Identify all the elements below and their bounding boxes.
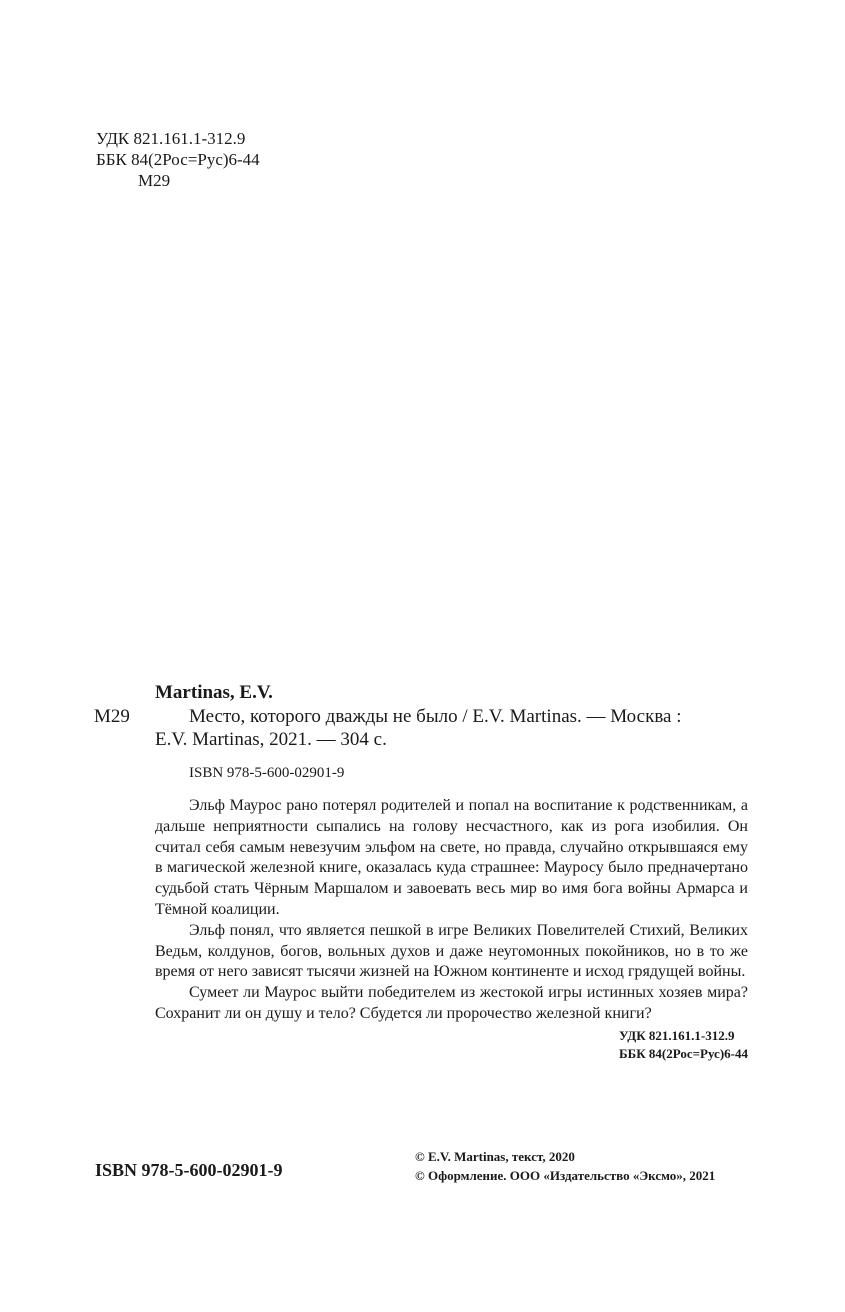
bottom-classification-block bbox=[619, 1027, 748, 1063]
copyright-block bbox=[415, 1147, 715, 1185]
record-author: Martinas, E.V. bbox=[155, 682, 273, 703]
annotation-paragraph: Эльф Маурос рано потерял родителей и попал на воспитание к родственникам, а дальше неприятности сыпались на голову несчастного, как из рога изобилия. Он считал себя самым невезучим эльфом на свете, но правда, случайно открывшаяся ему в магической железной книге, оказалась куда страшнее: Мауросу было предначертано судьбой стать Чёрным Маршалом и завоевать весь мир во имя бога войны Армарса и Тёмной коалиции. bbox=[155, 797, 748, 918]
footer-isbn: ISBN 978-5-600-02901-9 bbox=[95, 1160, 283, 1180]
top-classification-block bbox=[96, 128, 260, 191]
bbk-code: ББК 84(2Рос=Рус)6-44 bbox=[96, 150, 260, 169]
bottom-bbk-code: ББК 84(2Рос=Рус)6-44 bbox=[619, 1046, 748, 1061]
udk-code: УДК 821.161.1-312.9 bbox=[96, 129, 246, 148]
annotation-paragraph: Эльф понял, что является пешкой в игре Великих Повелителей Стихий, Великих Ведьм, колдунов, богов, вольных духов и даже неугомонных покойников, но в то же время от него зависят тысячи жизней на Южном континенте и исход грядущей войны. bbox=[155, 921, 748, 981]
annotation bbox=[155, 796, 748, 1025]
author-mark: М29 bbox=[138, 171, 171, 190]
copyright-design: © Оформление. ООО «Издательство «Эксмо», 2021 bbox=[415, 1168, 716, 1183]
record-title-line-2: E.V. Martinas, 2021. — 304 с. bbox=[155, 729, 387, 750]
copyright-text: © E.V. Martinas, текст, 2020 bbox=[415, 1149, 575, 1164]
record-isbn: ISBN 978-5-600-02901-9 bbox=[189, 765, 345, 781]
annotation-paragraph: Сумеет ли Маурос выйти победителем из жестокой игры истинных хозяев мира? Сохранит ли он душу и тело? Сбудется ли пророчество железной книги? bbox=[155, 984, 748, 1022]
bottom-udk-code: УДК 821.161.1-312.9 bbox=[619, 1028, 735, 1043]
record-title-line-1: Место, которого дважды не было / E.V. Martinas. — Москва : bbox=[189, 706, 682, 727]
record-index-code: М29 bbox=[94, 706, 130, 727]
